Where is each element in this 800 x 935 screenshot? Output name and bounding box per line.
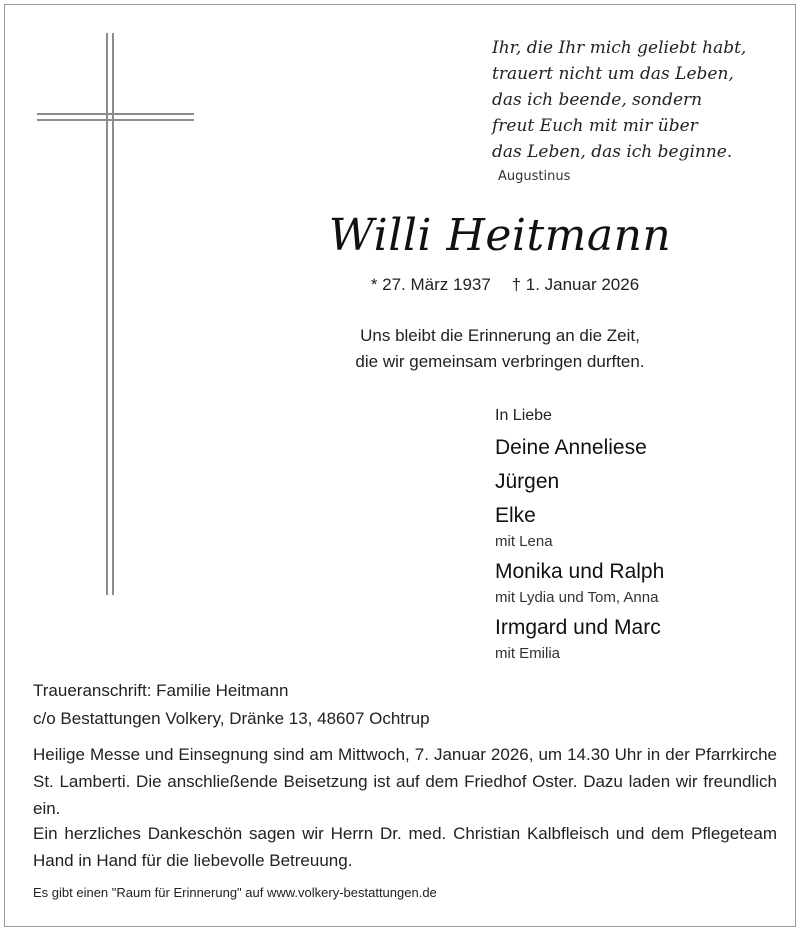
- cross-horizontal-line: [37, 119, 194, 121]
- service-info: Heilige Messe und Einsegnung sind am Mittwoch, 7. Januar 2026, um 14.30 Uhr in der Pfarrkirche St. Lamberti. Die anschließende Beisetzung ist auf dem Friedhof Oster. Dazu laden wir freundlich ein.: [33, 745, 777, 818]
- poem-line: das ich beende, sondern: [492, 90, 703, 110]
- memory-line: die wir gemeinsam verbringen durften.: [355, 352, 645, 371]
- poem-line: Ihr, die Ihr mich geliebt habt,: [492, 38, 747, 58]
- family-member-sub: mit Lydia und Tom, Anna: [495, 589, 659, 606]
- death-date: † 1. Januar 2026: [511, 275, 640, 294]
- memory-text: [295, 323, 705, 375]
- family-member-name: Irmgard und Marc: [495, 616, 661, 639]
- mourning-address: [33, 677, 533, 733]
- website-footer: Es gibt einen "Raum für Erinnerung" auf www.volkery-bestattungen.de: [33, 885, 437, 900]
- family-member-name: Deine Anneliese: [495, 436, 647, 459]
- address-line: Traueranschrift: Familie Heitmann: [33, 681, 289, 700]
- cross-vertical-line: [112, 33, 114, 595]
- family-member-sub: mit Emilia: [495, 645, 561, 662]
- birth-date: * 27. März 1937: [370, 275, 491, 294]
- cross-vertical-line: [106, 33, 108, 595]
- poem-line: freut Euch mit mir über: [492, 116, 698, 136]
- address-line: c/o Bestattungen Volkery, Dränke 13, 48607 Ochtrup: [33, 709, 430, 728]
- cross-icon: [37, 33, 197, 595]
- family-member-name: Monika und Ralph: [495, 560, 665, 583]
- poem-author: Augustinus: [498, 169, 571, 184]
- family-member-name: Jürgen: [495, 470, 560, 493]
- deceased-name: Willi Heitmann: [328, 210, 672, 261]
- poem: [492, 35, 792, 165]
- family-intro: In Liebe: [495, 407, 552, 424]
- cross-horizontal-line: [37, 113, 194, 115]
- memory-line: Uns bleibt die Erinnerung an die Zeit,: [360, 326, 640, 345]
- family-list: [495, 403, 795, 665]
- poem-line: trauert nicht um das Leben,: [492, 64, 734, 84]
- life-dates: [345, 275, 665, 295]
- thanks-text: Ein herzliches Dankeschön sagen wir Herrn Dr. med. Christian Kalbfleisch und dem Pflegeteam Hand in Hand für die liebevolle Betreuung.: [33, 824, 777, 870]
- family-member-name: Elke: [495, 504, 536, 527]
- obituary-notice: [4, 4, 796, 927]
- family-member-sub: mit Lena: [495, 533, 553, 550]
- poem-line: das Leben, das ich beginne.: [492, 142, 733, 162]
